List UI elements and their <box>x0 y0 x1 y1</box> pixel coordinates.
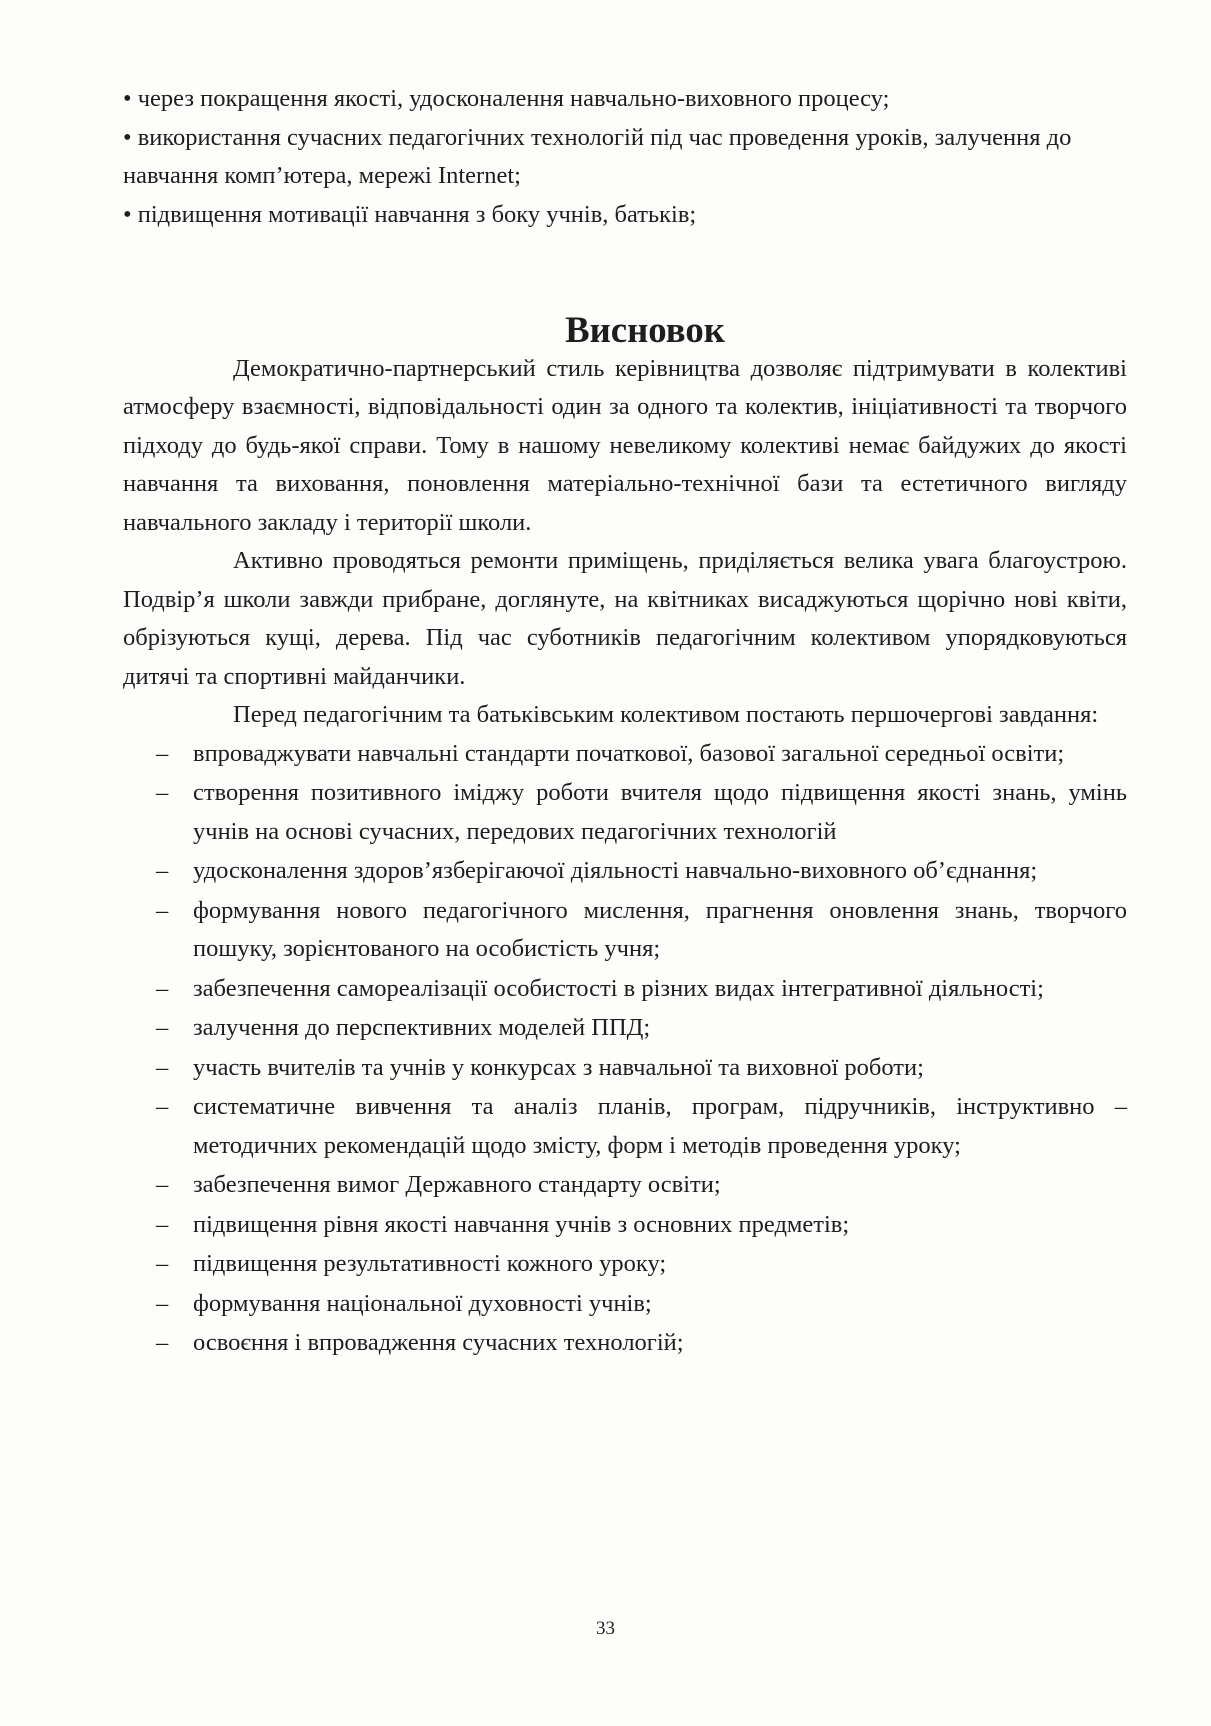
task-text: удосконалення здоров’язберігаючої діяльності навчально-виховного об’єднання; <box>193 857 1038 884</box>
dash-marker: – <box>156 896 169 924</box>
task-item <box>123 970 1127 1009</box>
task-item <box>123 1009 1127 1048</box>
dash-marker: – <box>156 779 169 806</box>
dash-marker: – <box>156 1250 169 1277</box>
section-spacer <box>123 234 1127 311</box>
paragraph: Демократично-партнерський стиль керівництва дозволяє підтримувати в колективі атмосферу взаємності, відповідальності один за одного та колектив, ініціативності та творчого підходу до будь-якої справи. Тому в нашому невеликому колективі немає байдужих до якості навчання та виховання, поновлення матеріально-технічної бази та естетичного вигляду навчального закладу і території школи. <box>123 354 1127 536</box>
page-content <box>123 80 1127 1364</box>
task-item <box>123 1206 1127 1245</box>
dash-marker: – <box>156 1289 169 1317</box>
task-item <box>123 735 1127 774</box>
dash-marker: – <box>156 1210 169 1238</box>
dash-marker: – <box>156 1014 169 1041</box>
dash-marker: – <box>156 1093 169 1120</box>
task-text: підвищення результативності кожного уроку; <box>193 1250 667 1277</box>
task-item <box>123 1245 1127 1284</box>
task-text: забезпечення самореалізації особистості в різних видах інтегративної діяльності; <box>193 974 1044 1002</box>
page-number: 33 <box>596 1618 615 1639</box>
task-text: залучення до перспективних моделей ППД; <box>193 1014 651 1041</box>
task-text: систематичне вивчення та аналіз планів, програм, підручників, інструктивно – методичних рекомендацій щодо змісту, форм і методів проведення уроку; <box>193 1093 1127 1159</box>
bullet-item: • підвищення мотивації навчання з боку учнів, батьків; <box>123 200 697 228</box>
task-text: освоєння і впровадження сучасних технологій; <box>193 1329 684 1356</box>
dash-marker: – <box>156 1329 169 1356</box>
task-item <box>123 774 1127 851</box>
dash-marker: – <box>156 739 169 767</box>
section-heading: Висновок <box>565 309 725 350</box>
task-item <box>123 1088 1127 1165</box>
task-item <box>123 1166 1127 1205</box>
task-text: формування нового педагогічного мислення, прагнення оновлення знань, творчого пошуку, зорієнтованого на особистість учня; <box>193 896 1127 962</box>
task-item <box>123 1285 1127 1324</box>
dash-marker: – <box>156 1053 169 1081</box>
task-text: підвищення рівня якості навчання учнів з основних предметів; <box>193 1210 850 1238</box>
dash-marker: – <box>156 857 169 884</box>
top-bullet-list <box>123 80 1127 234</box>
bullet-item: • використання сучасних педагогічних технологій під час проведення уроків, залучення до навчання комп’ютера, мережі Internet; <box>123 123 1072 189</box>
task-item <box>123 1049 1127 1088</box>
task-item <box>123 852 1127 891</box>
task-text: формування національної духовності учнів; <box>193 1289 652 1317</box>
task-text: забезпечення вимог Державного стандарту освіти; <box>193 1171 721 1198</box>
task-item <box>123 892 1127 969</box>
dash-marker: – <box>156 974 169 1002</box>
paragraph: Перед педагогічним та батьківським колективом постають першочергові завдання: <box>233 701 1099 728</box>
task-item <box>123 1324 1127 1363</box>
task-list <box>123 735 1127 1363</box>
paragraph: Активно проводяться ремонти приміщень, приділяється велика увага благоустрою. Подвір’я школи завжди прибране, доглянуте, на квітниках висаджуються щорічно нові квіти, обрізуються кущі, дерева. Під час суботників педагогічним колективом упорядковуються дитячі та спортивні майданчики. <box>123 547 1127 690</box>
dash-marker: – <box>156 1171 169 1198</box>
task-text: участь вчителів та учнів у конкурсах з навчальної та виховної роботи; <box>193 1053 924 1081</box>
task-text: впроваджувати навчальні стандарти початкової, базової загальної середньої освіти; <box>193 739 1065 767</box>
bullet-item: • через покращення якості, удосконалення навчально-виховного процесу; <box>123 85 890 112</box>
task-text: створення позитивного іміджу роботи вчителя щодо підвищення якості знань, умінь учнів на основі сучасних, передових педагогічних технологій <box>193 779 1127 845</box>
